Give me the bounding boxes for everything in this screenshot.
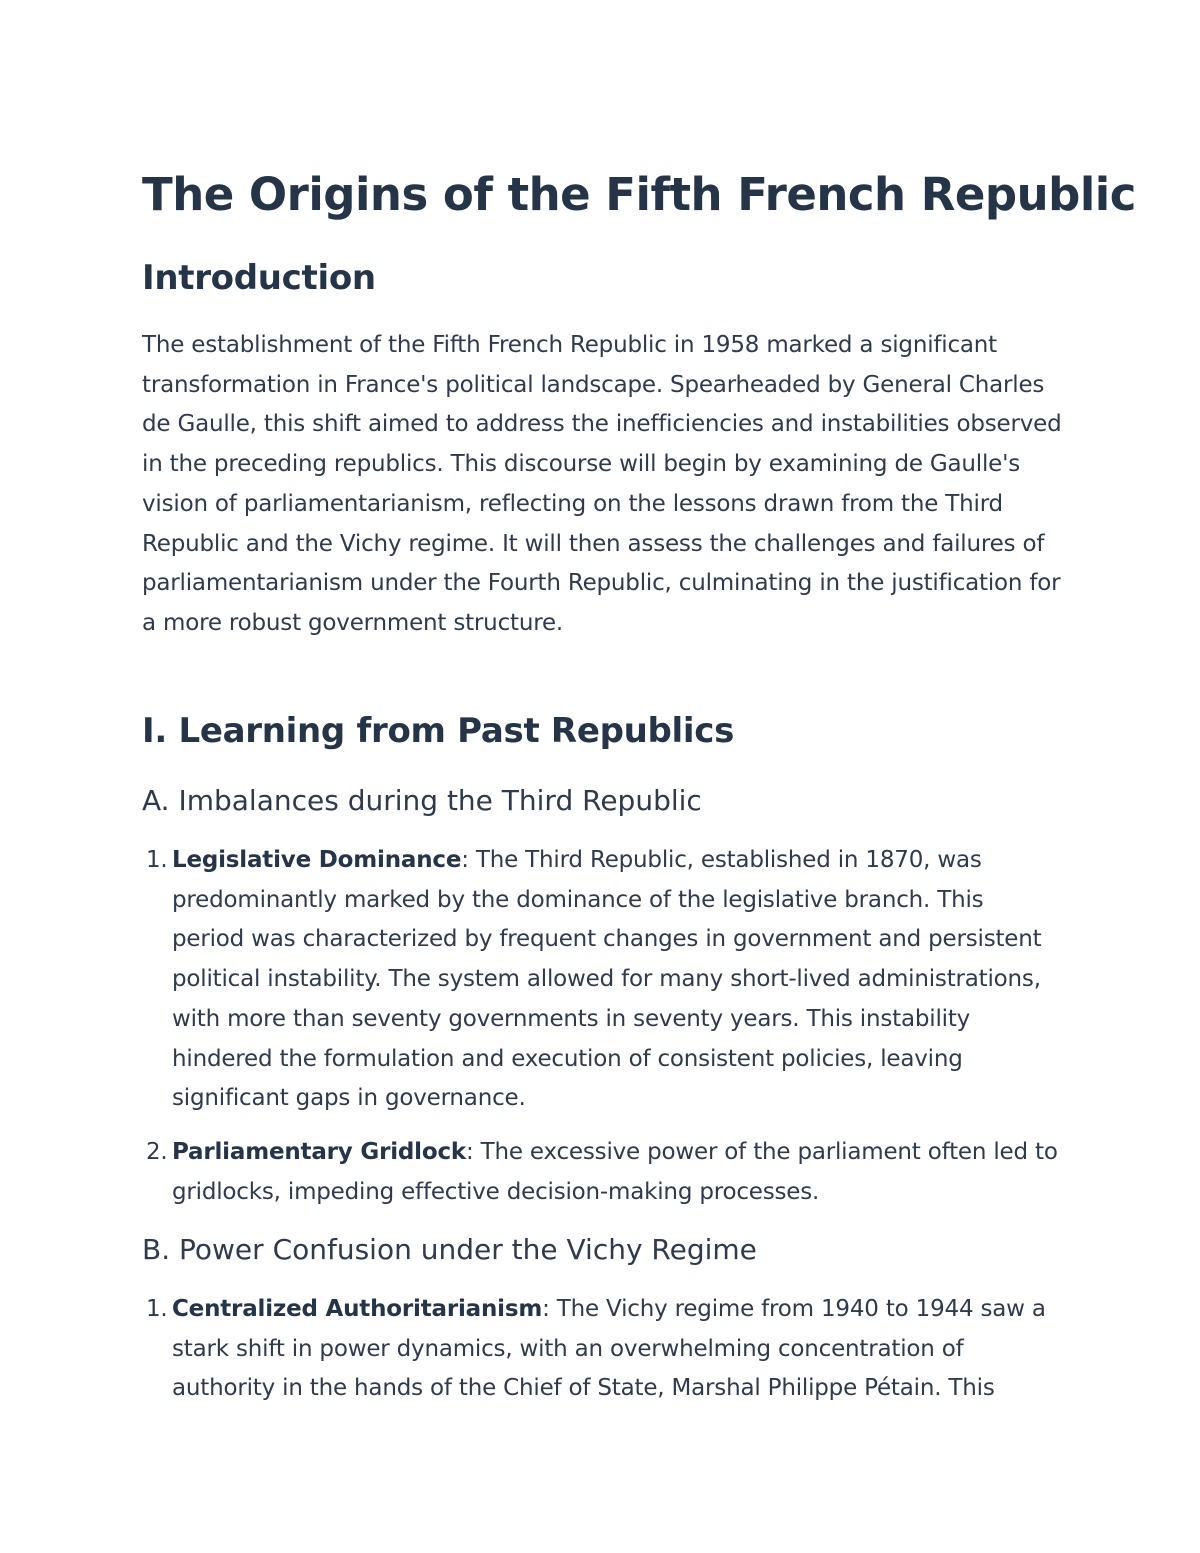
list-item-text: : The Vichy regime from 1940 to 1944 saw a stark shift in power dynamics, with an overwhelming concentration of authority in the hands of the Chief of State, Marshal Philippe Pétain. This: [172, 1296, 1046, 1402]
subsection-b-list: [142, 1290, 1062, 1409]
subsection-a-list: [142, 841, 1062, 1212]
list-item-number: 1.: [146, 1296, 168, 1322]
list-item-text: : The excessive power of the parliament often led to gridlocks, impeding effective decision-making processes.: [172, 1138, 1058, 1205]
list-item: [142, 1133, 1062, 1212]
document-title: The Origins of the Fifth French Republic: [142, 168, 1136, 221]
list-item-text: : The Third Republic, established in 1870, was predominantly marked by the dominance of the legislative branch. This period was characterized by frequent changes in government and persistent political instability. The system allowed for many short-lived administrations, with more than seventy governments in seventy years. This instability hindered the formulation and execution of consistent policies, leaving significant gaps in governance.: [172, 847, 1042, 1112]
introduction-paragraph: The establishment of the Fifth French Republic in 1958 marked a significant transformation in France's political landscape. Spearheaded by General Charles de Gaulle, this shift aimed to address the inefficiencies and instabilities observed in the preceding republics. This discourse will begin by examining de Gaulle's vision of parliamentarianism, reflecting on the lessons drawn from the Third Republic and the Vichy regime. It will then assess the challenges and failures of parliamentarianism under the Fourth Republic, culminating in the justification for a more robust government structure.: [142, 332, 1062, 636]
section-1-heading: I. Learning from Past Republics: [142, 711, 735, 751]
list-item: [142, 841, 1062, 1119]
subsection-b-heading: B. Power Confusion under the Vichy Regime: [142, 1233, 757, 1266]
list-item-term: Legislative Dominance: [172, 847, 462, 873]
introduction-heading: Introduction: [142, 258, 376, 298]
list-item: [142, 1290, 1062, 1409]
list-item-number: 2.: [146, 1138, 168, 1165]
list-item-number: 1.: [146, 847, 168, 873]
list-item-term: Centralized Authoritarianism: [172, 1296, 543, 1322]
subsection-a-heading: A. Imbalances during the Third Republic: [142, 784, 702, 817]
list-item-term: Parliamentary Gridlock: [172, 1138, 466, 1165]
